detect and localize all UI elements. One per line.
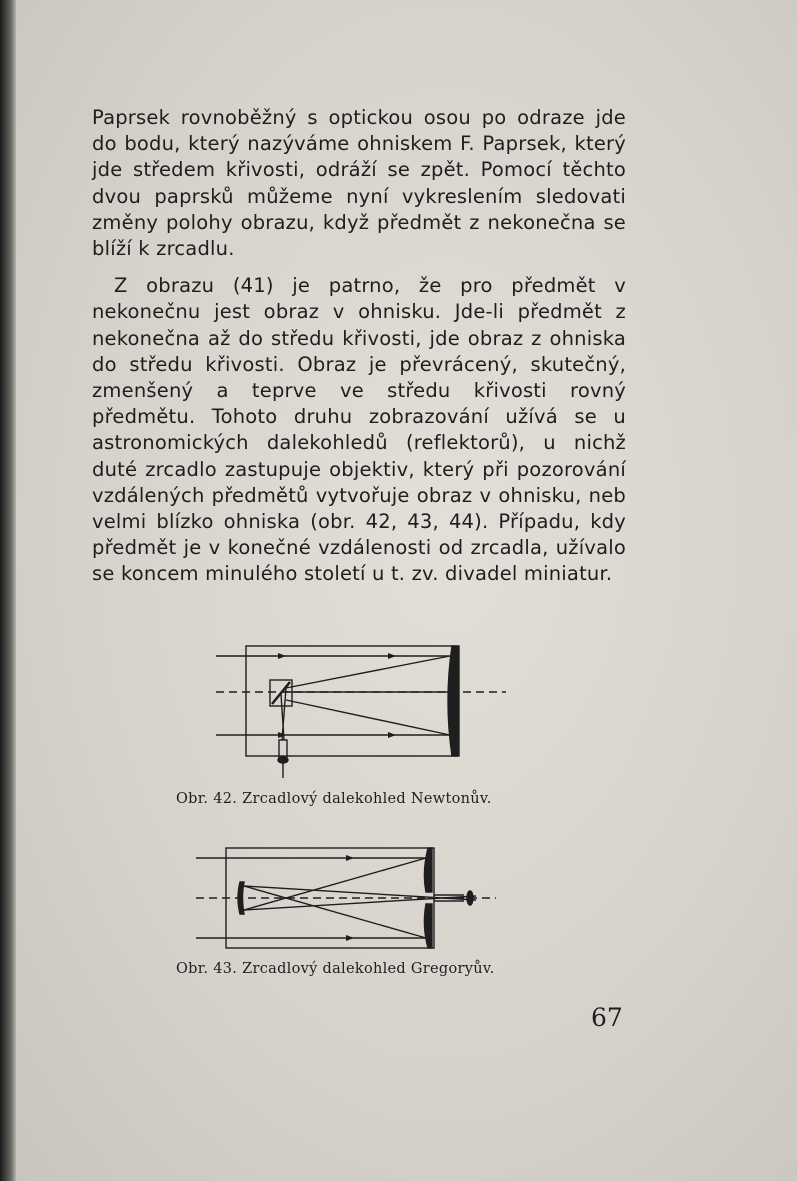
primary-mirror-lower — [424, 904, 432, 948]
eyepiece-lens — [467, 891, 473, 905]
book-spine-shadow — [0, 0, 16, 1181]
reflected-ray-1 — [286, 656, 450, 688]
page-number: 67 — [591, 1003, 623, 1032]
figure-newton-telescope — [216, 640, 506, 790]
reflected-ray-1 — [244, 858, 426, 910]
reflected-ray-2 — [244, 886, 426, 938]
figure-42-caption: Obr. 42. Zrcadlový dalekohled Newtonův. — [176, 791, 492, 807]
newton-telescope-diagram — [216, 640, 506, 790]
primary-mirror — [448, 646, 459, 756]
reflected-ray-2 — [286, 700, 450, 735]
figure-gregory-telescope — [196, 842, 496, 952]
primary-mirror-upper — [424, 848, 432, 892]
body-text — [92, 105, 626, 588]
eyepiece-lens — [278, 757, 288, 763]
gregory-telescope-diagram — [196, 842, 496, 952]
book-page — [16, 0, 797, 1181]
eyepiece-tube — [279, 740, 287, 758]
paragraph-2: Z obrazu (41) je patrno, že pro předmět v nekonečnu jest obraz v ohnisku. Jde-li předmět z nekonečna až do středu křivosti, jde obraz z ohniska do středu křivosti. Obraz je převrácený, skutečný, zmenšený a teprve ve středu křivosti rovný předmětu. Tohoto druhu zobrazování užívá se u astronomických dalekohledů (reflektorů), u nichž duté zrcadlo zastupuje objektiv, který při pozorování vzdálených předmětů vytvořuje obraz v ohnisku, neb velmi blízko ohniska (obr. 42, 43, 44). Případu, kdy předmět je v konečné vzdálenosti od zrcadla, užívalo se koncem minulého století u t. zv. divadel miniatur. — [92, 274, 626, 586]
paragraph-1: Paprsek rovnoběžný s optickou osou po odraze jde do bodu, který nazýváme ohniskem F. Paprsek, který jde středem křivosti, odráží se zpět. Pomocí těchto dvou paprsků můžeme nyní vykreslením sledovati změny polohy obrazu, když předmět z nekonečna se blíží k zrcadlu. — [92, 106, 626, 261]
figure-43-caption: Obr. 43. Zrcadlový dalekohled Gregoryův. — [176, 961, 495, 977]
telescope-tube — [246, 646, 456, 756]
